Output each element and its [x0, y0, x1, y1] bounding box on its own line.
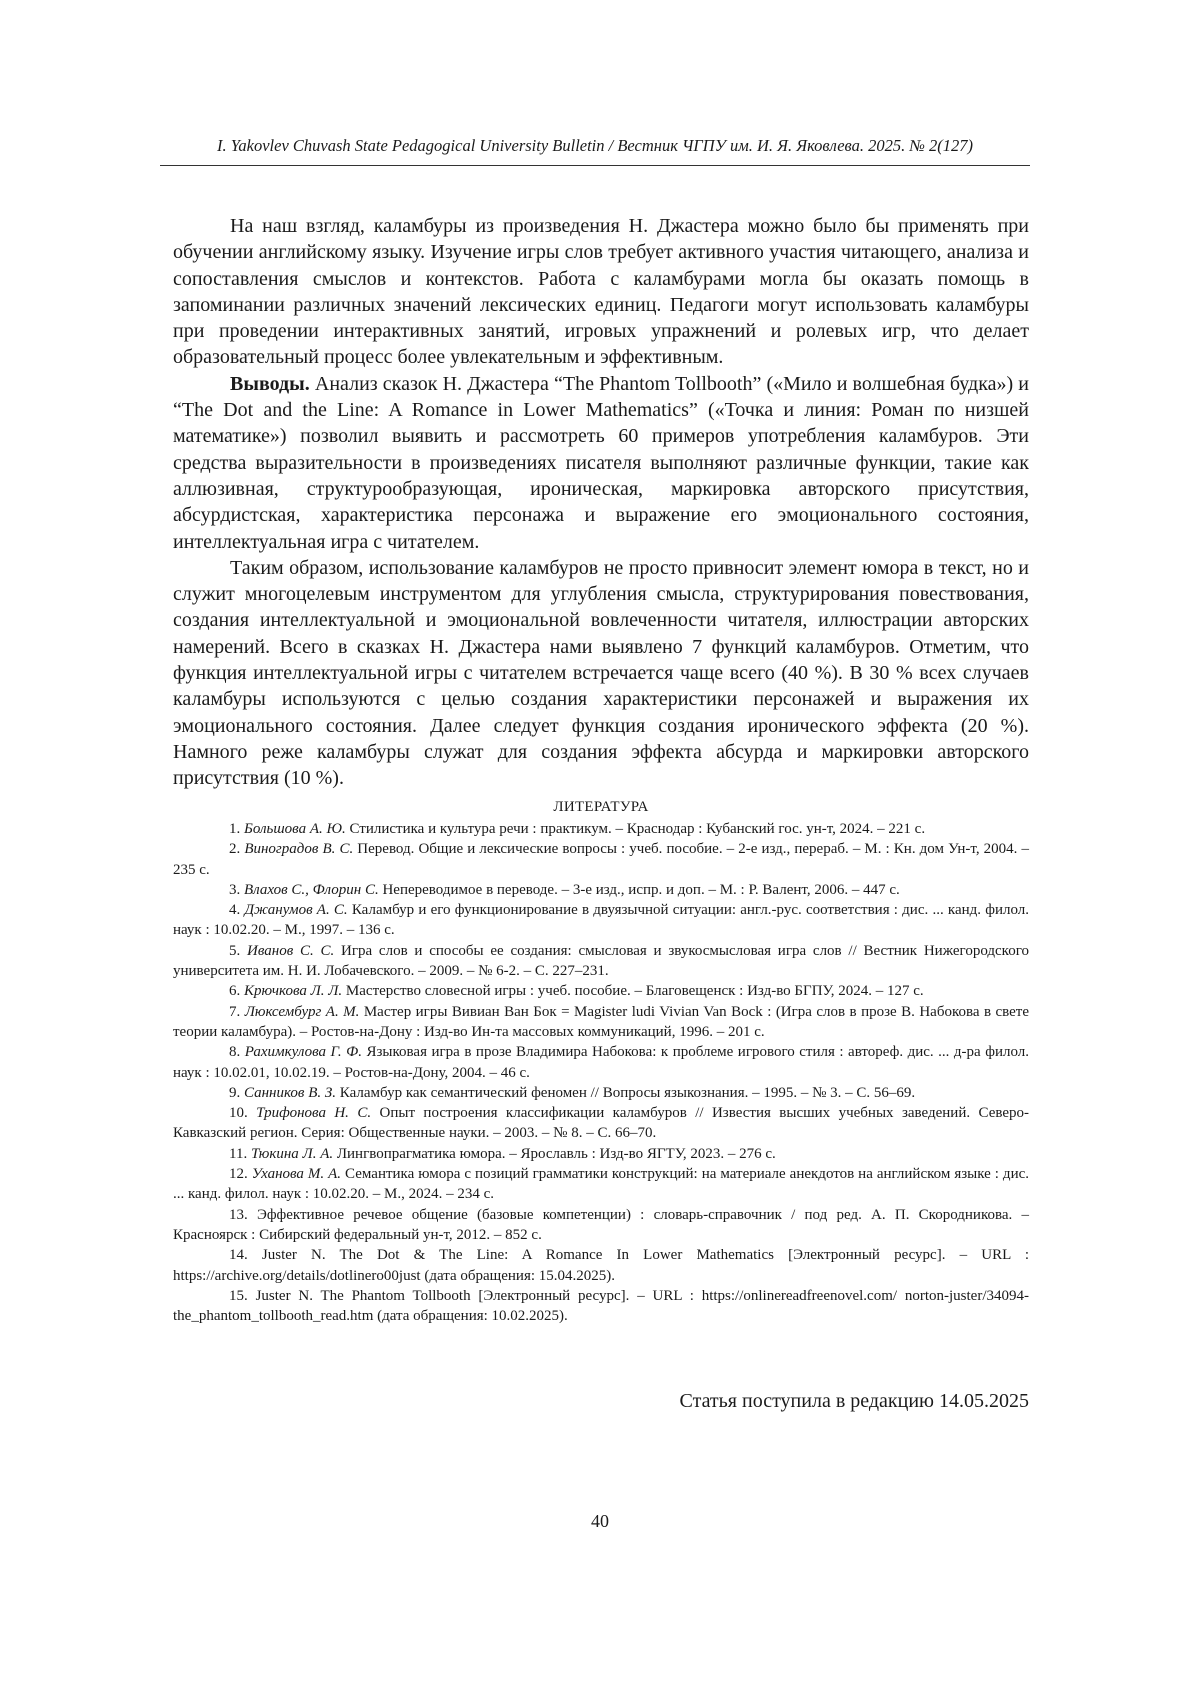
- reference-item: [173, 1083, 1029, 1103]
- reference-number: 7.: [229, 1003, 241, 1020]
- body-paragraph: На наш взгляд, каламбуры из произведения Н. Джастера можно было бы применять при обучении английскому языку. Изучение игры слов требует активного участия читающего, анализа и сопоставления смыслов и контекстов. Работа с каламбурами могла бы оказать помощь в запоминании различных значений лексических единиц. Педагоги могут использовать каламбуры при проведении интерактивных занятий, игровых упражнений и ролевых игр, что делает образовательный процесс более увлекательным и эффективным.: [173, 215, 1029, 369]
- reference-item: [173, 819, 1029, 839]
- references-list: [173, 819, 1029, 1326]
- reference-text: Языковая игра в прозе Владимира Набокова: к проблеме игрового стиля : автореф. дис. ... д-ра филол. наук : 10.02.01, 10.02.19. – Ростов-на-Дону, 2004. – 46 с.: [173, 1044, 1029, 1081]
- reference-item: [173, 1286, 1029, 1327]
- reference-item: [173, 1144, 1029, 1164]
- reference-number: 9.: [229, 1084, 241, 1101]
- page-number: 40: [591, 1511, 609, 1531]
- reference-author: Влахов С., Флорин С.: [244, 881, 379, 898]
- reference-number: 3.: [229, 881, 241, 898]
- reference-item: [173, 900, 1029, 941]
- reference-text: Семантика юмора с позиций грамматики конструкций: на материале анекдотов на английском языке : дис. ... канд. филол. наук : 10.02.20. – М., 2024. – 234 с.: [173, 1166, 1029, 1203]
- reference-item: [173, 1245, 1029, 1286]
- references-title: ЛИТЕРАТУРА: [553, 799, 649, 815]
- reference-number: 2.: [229, 841, 241, 858]
- reference-text: Juster N. The Phantom Tollbooth [Электронный ресурс]. – URL : https://onlinereadfreenovel.com/ norton-juster/34094-the_phantom_tollbooth_read.htm (дата обращения: 10.02.2025).: [173, 1287, 1029, 1325]
- reference-author: Иванов С. С.: [247, 942, 335, 959]
- conclusions-text: Анализ сказок Н. Джастера “The Phantom Tollbooth” («Мило и волшебная будка») и “The Dot and the Line: A Romance in Lower Mathematics” («Точка и линия: Роман по низшей математике») позволил выявить и рассмотреть 60 примеров употребления каламбуров. Эти средства выразительности в произведениях писателя выполняют различные функции, такие как аллюзивная, структурообразующая, ироническая, маркировка авторского присутствия, абсурдистская, характеристика персонажа и выражение его эмоционального состояния, интеллектуальная игра с читателем.: [173, 372, 1029, 553]
- reference-text: Лингвопрагматика юмора. – Ярославль : Изд-во ЯГТУ, 2023. – 276 с.: [333, 1145, 776, 1162]
- reference-text: Каламбур как семантический феномен // Вопросы языкознания. – 1995. – № 3. – С. 56–69.: [336, 1084, 916, 1101]
- reference-author: Тюкина Л. А.: [250, 1145, 334, 1162]
- reference-item: [173, 981, 1029, 1001]
- reference-text: Игра слов и способы ее создания: смысловая и звукосмысловая игра слов // Вестник Нижегородского университета им. Н. И. Лобачевского. – 2009. – № 6-2. – С. 227–231.: [173, 942, 1029, 980]
- reference-author: Люксембург А. М.: [244, 1003, 360, 1020]
- reference-item: [173, 880, 1029, 900]
- reference-author: Трифонова Н. С.: [256, 1105, 372, 1122]
- reference-author: Уханова М. А.: [251, 1166, 342, 1183]
- reference-author: Санников В. З.: [244, 1084, 337, 1101]
- reference-author: Джанумов А. С.: [244, 902, 348, 919]
- reference-item: [173, 1042, 1029, 1083]
- reference-item: [173, 1002, 1029, 1043]
- reference-text: Эффективное речевое общение (базовые компетенции) : словарь-справочник / под ред. А. П. Скородникова. – Красноярск : Сибирский федеральный ун-т, 2012. – 852 с.: [173, 1206, 1029, 1243]
- reference-text: Каламбур и его функционирование в двуязычной ситуации: англ.-рус. соответствия : дис. ... канд. филол. наук : 10.02.20. – М., 1997. – 136 с.: [173, 902, 1029, 939]
- reference-number: 14.: [229, 1247, 248, 1264]
- reference-item: [173, 941, 1029, 982]
- reference-author: Виноградов В. С.: [244, 841, 354, 858]
- reference-number: 4.: [229, 902, 241, 919]
- reference-number: 10.: [229, 1105, 248, 1122]
- received-date: Статья поступила в редакцию 14.05.2025: [679, 1390, 1029, 1412]
- body-paragraph: Таким образом, использование каламбуров не просто привносит элемент юмора в текст, но и служит многоцелевым инструментом для углубления смысла, структурирования повествования, создания интеллектуальной и эмоциональной вовлеченности читателя, иллюстрации авторских намерений. Всего в сказках Н. Джастера нами выявлено 7 функций каламбуров. Отметим, что функция интеллектуальной игры с читателем встречается чаще всего (40 %). В 30 % всех случаев каламбуры используются с целью создания характеристики персонажей и выражения их эмоционального состояния. Далее следует функция создания иронического эффекта (20 %). Намного реже каламбуры служат для создания эффекта абсурда и маркировки авторского присутствия (10 %).: [173, 556, 1029, 790]
- reference-item: [173, 839, 1029, 880]
- reference-text: Непереводимое в переводе. – 3-е изд., испр. и доп. – М. : Р. Валент, 2006. – 447 с.: [378, 881, 900, 898]
- reference-text: Стилистика и культура речи : практикум. – Краснодар : Кубанский гос. ун-т, 2024. – 221 с.: [345, 821, 926, 837]
- conclusions-paragraph: [173, 371, 1029, 555]
- reference-text: Мастерство словесной игры : учеб. пособие. – Благовещенск : Изд-во БГПУ, 2024. – 127 с.: [342, 983, 924, 1000]
- reference-number: 1.: [229, 821, 241, 837]
- reference-number: 11.: [229, 1145, 248, 1162]
- article-body: [173, 213, 1029, 792]
- reference-number: 6.: [229, 983, 241, 1000]
- reference-number: 15.: [229, 1287, 248, 1304]
- reference-author: Крючкова Л. Л.: [244, 983, 343, 1000]
- reference-item: [173, 1164, 1029, 1205]
- reference-text: Перевод. Общие и лексические вопросы : учеб. пособие. – 2-е изд., перераб. – М. : Кн. дом Ун-т, 2004. – 235 с.: [173, 841, 1029, 878]
- reference-author: Рахимкулова Г. Ф.: [244, 1044, 362, 1061]
- running-header: I. Yakovlev Chuvash State Pedagogical University Bulletin / Вестник ЧГПУ им. И. Я. Яковлева. 2025. № 2(127): [217, 136, 973, 155]
- reference-number: 8.: [229, 1044, 241, 1061]
- reference-text: Мастер игры Вивиан Ван Бок = Magister ludi Vivian Van Bock : (Игра слов в прозе В. Набокова в свете теории каламбура). – Ростов-на-Дону : Изд-во Ин-та массовых коммуникаций, 1996. – 201 с.: [173, 1003, 1030, 1040]
- reference-number: 12.: [229, 1166, 248, 1183]
- reference-text: Juster N. The Dot & The Line: A Romance In Lower Mathematics [Электронный ресурс]. – URL : https://archive.org/details/dotlinero00just (дата обращения: 15.04.2025).: [173, 1247, 1030, 1284]
- reference-number: 13.: [229, 1206, 248, 1223]
- conclusions-heading: Выводы.: [230, 372, 310, 395]
- reference-item: [173, 1103, 1029, 1144]
- header-divider: [160, 165, 1030, 166]
- reference-author: Большова А. Ю.: [244, 821, 346, 837]
- reference-text: Опыт построения классификации каламбуров // Известия высших учебных заведений. Северо-Кавказский регион. Серия: Общественные науки. – 2003. – № 8. – С. 66–70.: [173, 1105, 1030, 1142]
- reference-number: 5.: [229, 942, 241, 959]
- reference-item: [173, 1205, 1029, 1246]
